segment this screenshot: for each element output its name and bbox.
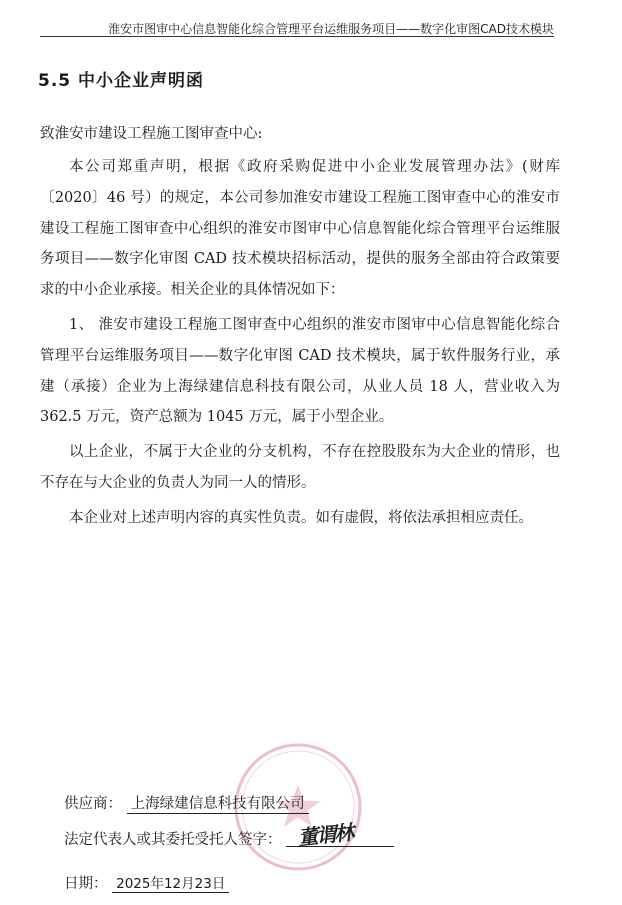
supplier-row: [64, 792, 309, 814]
supplier-label: 供应商：: [64, 796, 122, 812]
declaration-body: [40, 152, 560, 534]
date-row: [64, 872, 229, 893]
paragraph-item-1: 1、 淮安市建设工程施工图审查中心组织的淮安市图审中心信息智能化综合管理平台运维服务项目——数字化审图 CAD 技术模块，属于软件服务行业，承建（承接）企业为上海绿建信息科技有限公司，从业人员 18 人，营业收入为 362.5 万元，资产总额为 1045 万元，属于小型企业。: [40, 316, 560, 426]
paragraph-intro: 本公司郑重声明，根据《政府采购促进中小企业发展管理办法》(财库〔2020〕46 号）的规定，本公司参加淮安市建设工程施工图审查中心的淮安市建设工程施工图审查中心组织的淮安市图审中心信息智能化综合管理平台运维服务项目——数字化审图 CAD 技术模块招标活动，提供的服务全部由符合政策要求的中小企业承接。相关企业的具体情况如下：: [40, 159, 560, 299]
section-title: 5.5 中小企业声明函: [38, 71, 205, 91]
header-divider: [40, 36, 554, 37]
paragraph-responsibility: 本企业对上述声明内容的真实性负责。如有虚假，将依法承担相应责任。: [69, 509, 533, 526]
date-label: 日期：: [64, 876, 108, 892]
page-header: 淮安市图审中心信息智能化综合管理平台运维服务项目——数字化审图CAD技术模块: [108, 22, 554, 36]
salutation: 致淮安市建设工程施工图审查中心:: [40, 126, 263, 142]
supplier-value: 上海绿建信息科技有限公司: [127, 792, 309, 814]
date-value: 2025年12月23日: [112, 872, 229, 893]
signature-line: [286, 820, 394, 850]
representative-row: [64, 820, 394, 850]
handwritten-signature: 董谓林: [297, 820, 354, 850]
representative-label: 法定代表人或其委托受托人签字：: [64, 832, 282, 848]
paragraph-not-subsidiary: 以上企业，不属于大企业的分支机构，不存在控股股东为大企业的情形，也不存在与大企业的负责人为同一人的情形。: [40, 444, 560, 491]
